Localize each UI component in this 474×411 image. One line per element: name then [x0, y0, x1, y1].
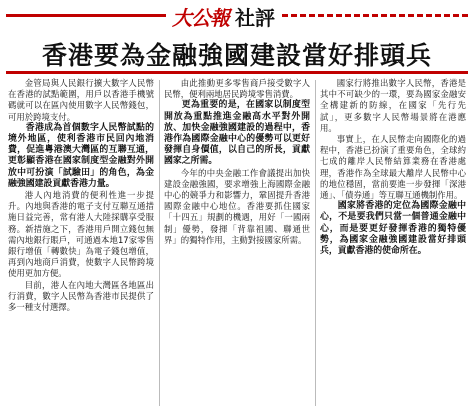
highlight-paragraph: 更為重要的是，在國家以制度型開放為重點推進金融高水平對外開放、加快金融強國建設的過程中，香港作為國際金融中心的優勢可以更好發揮自身價值，以自己的所長，貢獻國家之所需。 [164, 100, 310, 167]
paragraph: 事實上，在人民幣走向國際化的過程中，香港已扮演了重要角色，全球約七成的離岸人民幣結算業務在香港處理，香港作為全球最大離岸人民幣中心的地位穩固，當前要進一步發揮「深港通」、「債券通」等互聯互通機制作用。 [320, 134, 466, 201]
paragraph: 港人內地消費的便利性進一步提升。內地與香港的電子支付互聯互通措施日益完善，常有港人大陸採購享受服務。新措施之下，香港用戶開立錢包無需內地銀行賬戶，可通過本地17家零售銀行增值「轉數快」為電子錢包增值，再到內地商戶消費，使數字人民幣跨境使用更加方便。 [8, 190, 154, 279]
column-2 [164, 78, 310, 408]
paragraph: 金管局與人民銀行擴大數字人民幣在香港的試點範圍，用戶以香港手機號碼就可以在區內使用數字人民幣錢包，可用於跨境支付。 [8, 78, 154, 122]
headline-rule [6, 71, 468, 74]
masthead [172, 2, 275, 30]
masthead-rule-left [6, 14, 166, 17]
column-divider [315, 80, 316, 406]
paragraph: 由此推動更多零售商戶接受數字人民幣，便利兩地居民跨境零售消費。 [164, 78, 310, 100]
newspaper-logo: 大公報 [172, 5, 229, 30]
highlight-paragraph: 香港成為首個數字人民幣試點的境外地區，使利香港市民回內地消費，促進粵港澳大灣區的互聯互通，更彰顯香港在國家制度型金融對外開放中可扮演「試驗田」的角色，為金融強國建設貢獻香港力量。 [8, 122, 154, 189]
paragraph: 國家行將推出數字人民幣，香港是其中不可缺少的一環，要為國家金融安全構建新的防線，在國家「先行先試」，更多數字人民幣場景將在港應用。 [320, 78, 466, 133]
section-label: 社評 [235, 5, 275, 30]
paragraph: 目前，港人在內地大灣區各地區出行消費，數字人民幣為香港市民提供了多一種支付選擇。 [8, 279, 154, 313]
headline: 香港要為金融強國建設當好排頭兵 [41, 41, 432, 70]
highlight-paragraph: 國家將香港的定位為國際金融中心，不是要我們只當一個普通金融中心，而是要更好發揮香港的獨特優勢，為國家金融強國建設當好排頭兵，貢獻香港的使命所在。 [320, 201, 466, 257]
paragraph: 今年的中央金融工作會議提出加快建設金融強國，要求增強上海國際金融中心的競爭力和影響力，鞏固提升香港國際金融中心地位。香港要抓住國家「十四五」規劃的機遇，用好「一國兩制」優勢，發揮「背靠祖國、聯通世界」的獨特作用，主動對接國家所需。 [164, 167, 310, 245]
column-1 [8, 78, 154, 408]
masthead-rule-right [282, 14, 468, 17]
column-divider [159, 80, 160, 406]
column-3 [320, 78, 466, 408]
